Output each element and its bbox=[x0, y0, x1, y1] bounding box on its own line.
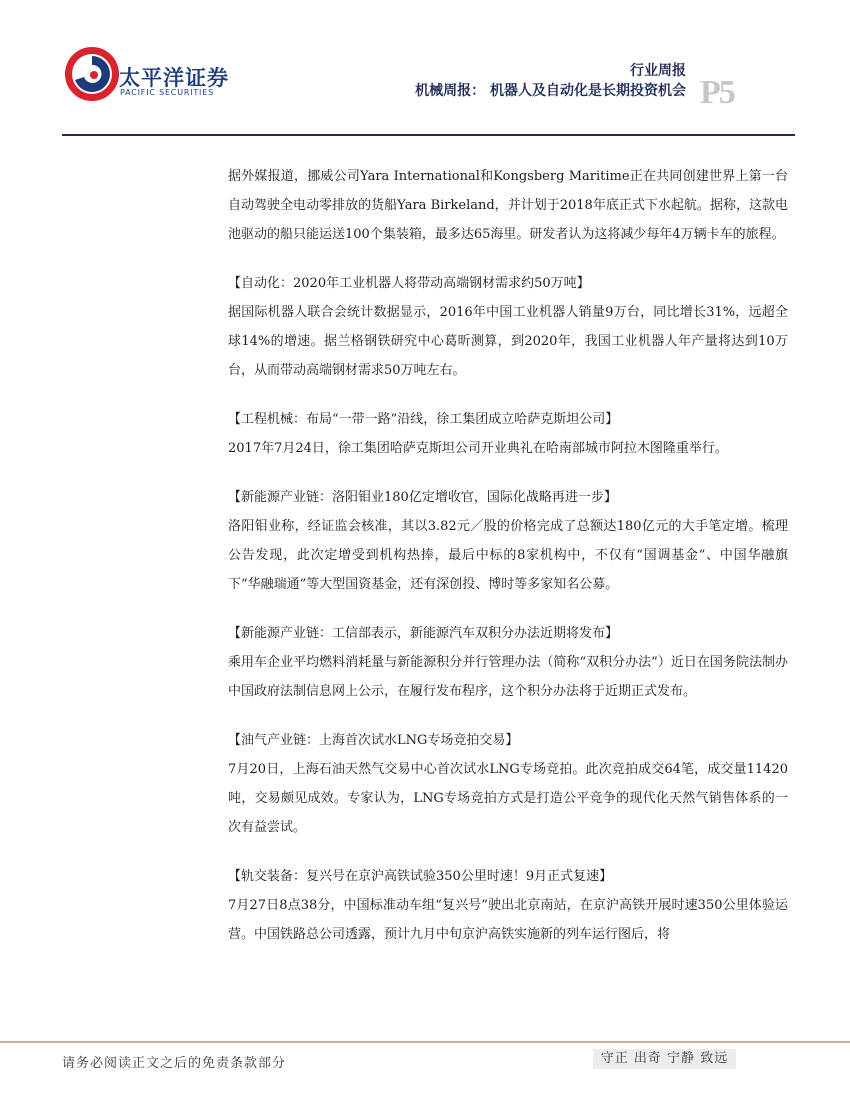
report-type: 行业周报 bbox=[630, 63, 686, 79]
news-paragraph: 乘用车企业平均燃料消耗量与新能源积分并行管理办法（简称“双积分办法”）近日在国务院法制办中国政府法制信息网上公示，在履行发布程序，这个积分办法将于近期正式发布。 bbox=[228, 655, 788, 699]
news-item bbox=[228, 726, 788, 842]
news-heading: 【工程机械：布局“一带一路”沿线，徐工集团成立哈萨克斯坦公司】 bbox=[228, 412, 619, 427]
news-item bbox=[228, 162, 788, 249]
news-heading: 【自动化：2020年工业机器人将带动高端钢材需求约50万吨】 bbox=[228, 276, 590, 291]
news-paragraph: 据国际机器人联合会统计数据显示，2016年中国工业机器人销量9万台，同比增长31%，远超全球14%的增速。据兰格钢铁研究中心葛昕测算，到2020年，我国工业机器人年产量将达到10万台，从而带动高端钢材需求50万吨左右。 bbox=[228, 305, 788, 378]
news-item bbox=[228, 483, 788, 599]
footer-divider bbox=[0, 1041, 850, 1043]
news-item bbox=[228, 619, 788, 706]
company-logo-icon bbox=[62, 44, 122, 104]
news-paragraph: 7月27日8点38分，中国标准动车组“复兴号”驶出北京南站，在京沪高铁开展时速350公里体验运营。中国铁路总公司透露，预计九月中旬京沪高铁实施新的列车运行图后，将 bbox=[228, 898, 788, 942]
page-number: P5 bbox=[700, 74, 734, 111]
news-paragraph: 2017年7月24日，徐工集团哈萨克斯坦公司开业典礼在哈南部城市阿拉木图隆重举行。 bbox=[228, 441, 728, 456]
news-heading: 【油气产业链：上海首次试水LNG专场竞拍交易】 bbox=[228, 733, 519, 748]
header-divider bbox=[62, 134, 795, 136]
news-heading: 【新能源产业链：洛阳钼业180亿定增收官，国际化战略再进一步】 bbox=[228, 490, 617, 505]
brand-name-cn: 太平洋证券 bbox=[119, 66, 229, 90]
news-item bbox=[228, 862, 788, 949]
news-item bbox=[228, 405, 788, 463]
news-paragraph: 洛阳钼业称，经证监会核准，其以3.82元／股的价格完成了总额达180亿元的大手笔定增。梳理公告发现，此次定增受到机构热捧，最后中标的8家机构中，不仅有“国调基金”、中国华融旗下“华融瑞通”等大型国资基金，还有深创投、博时等多家知名公募。 bbox=[228, 519, 788, 592]
news-paragraph: 7月20日，上海石油天然气交易中心首次试水LNG专场竞拍。此次竞拍成交64笔，成交量11420吨，交易颇见成效。专家认为，LNG专场竞拍方式是打造公平竞争的现代化天然气销售体系的一次有益尝试。 bbox=[228, 762, 788, 835]
news-heading: 【新能源产业链：工信部表示，新能源汽车双积分办法近期将发布】 bbox=[228, 626, 619, 641]
disclaimer-note: 请务必阅读正文之后的免责条款部分 bbox=[62, 1056, 287, 1071]
article-body bbox=[228, 162, 788, 969]
company-motto: 守正 出奇 宁静 致远 bbox=[593, 1049, 736, 1069]
news-item bbox=[228, 269, 788, 385]
brand-name-en: PACIFIC SECURITIES bbox=[120, 88, 214, 97]
news-paragraph: 据外媒报道，挪威公司Yara International和Kongsberg Maritime正在共同创建世界上第一台自动驾驶全电动零排放的货船Yara Birkeland，并计划于2018年底正式下水起航。据称，这款电池驱动的船只能运送100个集装箱，最多达65海里。研发者认为这将减少每年4万辆卡车的旅程。 bbox=[228, 169, 788, 242]
news-heading: 【轨交装备：复兴号在京沪高铁试验350公里时速！9月正式复速】 bbox=[228, 869, 613, 884]
report-title: 机械周报： 机器人及自动化是长期投资机会 bbox=[415, 83, 686, 99]
